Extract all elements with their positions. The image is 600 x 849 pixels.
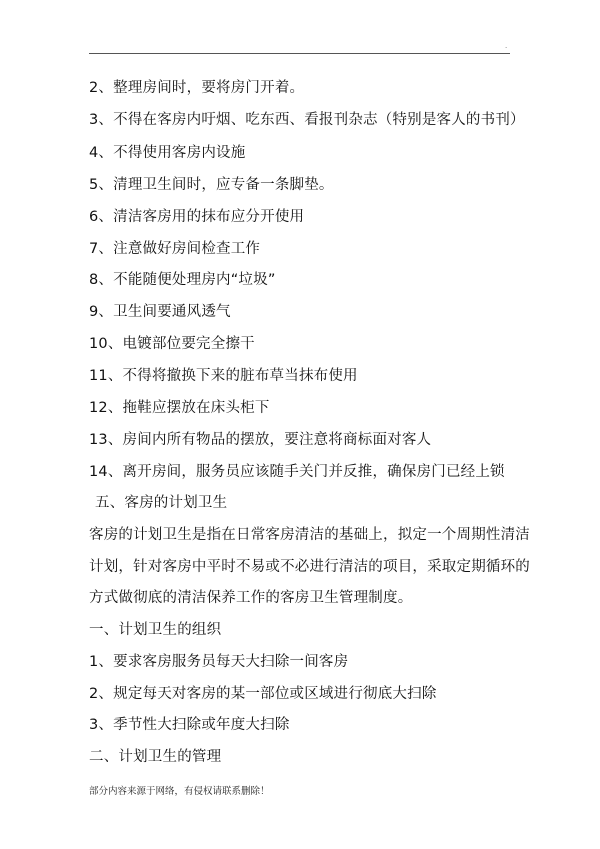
list-item-9: 9、卫生间要通风透气 [89,304,231,320]
list-item-11: 11、不得将撤换下来的脏布草当抹布使用 [89,368,358,384]
paragraph-line-1: 客房的计划卫生是指在日常客房清洁的基础上，拟定一个周期性清洁 [89,527,530,543]
list-item-organization-1: 1、要求客房服务员每天大扫除一间客房 [89,654,349,670]
list-item-10: 10、电镀部位要完全擦干 [89,336,255,352]
subsection-heading-two: 二、计划卫生的管理 [89,749,222,765]
list-item-12: 12、拖鞋应摆放在床头柜下 [89,400,270,416]
list-item-organization-2: 2、规定每天对客房的某一部位或区域进行彻底大扫除 [89,686,437,702]
header-rule [89,53,510,54]
list-item-13: 13、房间内所有物品的摆放，要注意将商标面对客人 [89,432,432,448]
list-item-4: 4、不得使用客房内设施 [89,145,246,161]
list-item-6: 6、清洁客房用的抹布应分开使用 [89,209,305,225]
list-item-7: 7、注意做好房间检查工作 [89,241,261,257]
paragraph-line-3: 方式做彻底的清洁保养工作的客房卫生管理制度。 [89,590,413,606]
paragraph-line-2: 计划，针对客房中平时不易或不必进行清洁的项目，采取定期循环的 [89,559,530,575]
subsection-heading-one: 一、计划卫生的组织 [89,622,222,638]
list-item-3: 3、不得在客房内吁烟、吃东西、看报刊杂志（特别是客人的书刊） [89,112,525,128]
list-item-5: 5、清理卫生间时，应专备一条脚垫。 [89,177,334,193]
list-item-14: 14、离开房间，服务员应该随手关门并反推，确保房门已经上锁 [89,464,505,480]
list-item-8: 8、不能随便处理房内“垃圾” [89,272,276,288]
section-heading-five: 五、客房的计划卫生 [95,495,228,511]
header-mark: . [505,42,508,50]
footer-disclaimer: 部分内容来源于网络，有侵权请联系删除！ [89,786,270,797]
list-item-organization-3: 3、季节性大扫除或年度大扫除 [89,717,290,733]
list-item-2: 2、整理房间时，要将房门开着。 [89,80,305,96]
